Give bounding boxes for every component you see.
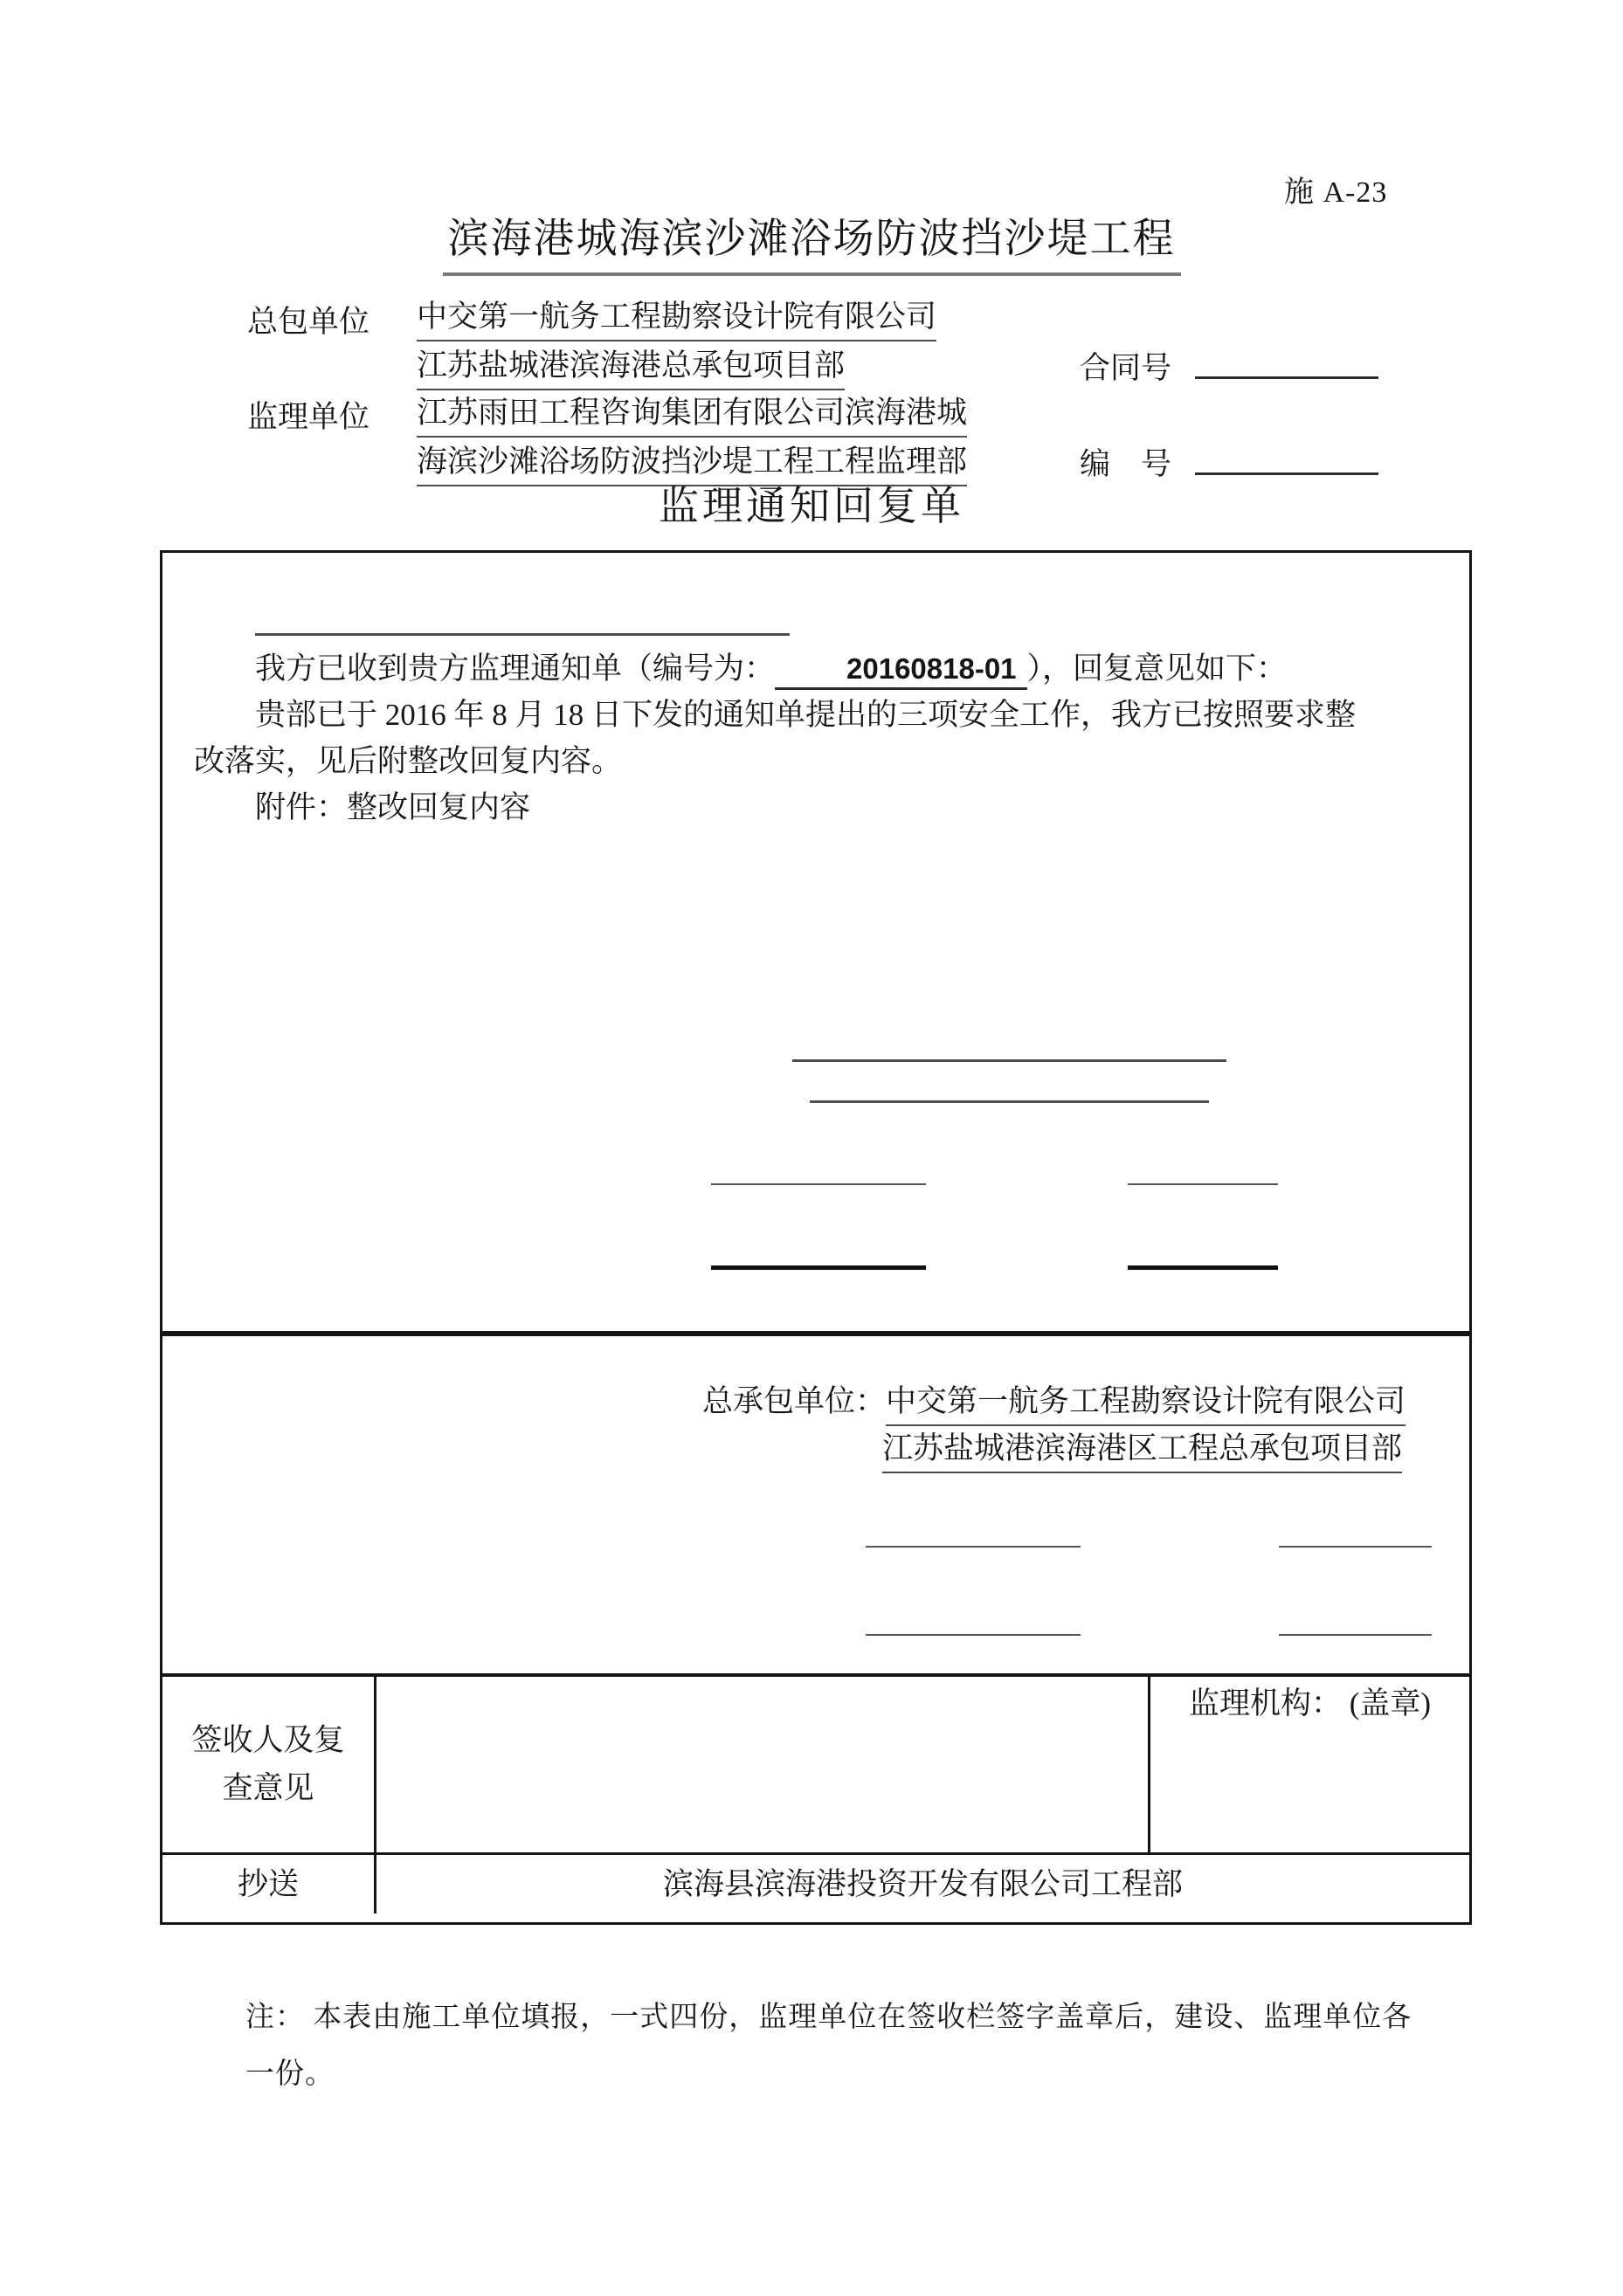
notice-number: 20160818-01 bbox=[775, 652, 1027, 690]
supervisor-label: 监理单位 bbox=[247, 400, 370, 434]
contractor-name-line1: 中交第一航务工程勘察设计院有限公司 bbox=[417, 297, 936, 341]
receiver-row bbox=[162, 1677, 1469, 1855]
contractor-sign-name-1: 中交第一航务工程勘察设计院有限公司 bbox=[886, 1382, 1405, 1426]
form-body-box bbox=[160, 550, 1472, 1925]
contractor-sign-label: 总承包单位： bbox=[702, 1384, 887, 1418]
supervisor-name-line2: 海滨沙滩浴场防波挡沙堤工程工程监理部 bbox=[417, 442, 967, 486]
contractor-sign-blank-left-2 bbox=[866, 1634, 1081, 1636]
reply-line-2: 贵部已于 2016 年 8 月 18 日下发的通知单提出的三项安全工作，我方已按照要求整 bbox=[255, 698, 1357, 732]
contractor-sign-blank-left-1 bbox=[866, 1546, 1081, 1548]
signature-line-left-thick bbox=[711, 1265, 926, 1270]
form-code: 施 A-23 bbox=[1284, 176, 1388, 209]
sign-off-table bbox=[162, 1677, 1469, 1913]
blank-line-top bbox=[255, 633, 790, 636]
project-title-row bbox=[0, 206, 1623, 276]
reply-line-3: 改落实，见后附整改回复内容。 bbox=[194, 744, 623, 778]
receiver-label-cell bbox=[162, 1677, 376, 1852]
signature-line-long-1 bbox=[792, 1059, 1226, 1062]
receiver-opinion-cell bbox=[376, 1677, 1148, 1852]
copy-label-cell: 抄送 bbox=[162, 1855, 376, 1913]
doc-title-row bbox=[0, 474, 1623, 532]
copy-row bbox=[162, 1855, 1469, 1913]
contractor-date-blank-right-1 bbox=[1279, 1546, 1432, 1548]
contract-no-label: 合同号 bbox=[1080, 351, 1172, 385]
reply-line-1 bbox=[194, 649, 1438, 690]
contract-no-blank-line bbox=[1195, 376, 1378, 379]
date-line-right-thick bbox=[1128, 1265, 1278, 1270]
reply-line1-prefix: 我方已收到贵方监理通知单（编号为： bbox=[255, 652, 776, 686]
receiver-label: 签收人及复查意见 bbox=[191, 1723, 345, 1805]
doc-title: 监理通知回复单 bbox=[659, 484, 964, 528]
contractor-sign-line-1 bbox=[702, 1382, 1405, 1426]
contractor-sign-name-2: 江苏盐城港滨海港区工程总承包项目部 bbox=[882, 1429, 1402, 1473]
contractor-sign-line-2 bbox=[882, 1429, 1402, 1473]
signature-line-left-thin bbox=[711, 1183, 926, 1185]
signature-line-long-2 bbox=[810, 1100, 1209, 1103]
footnote-line-1: 注： 本表由施工单位填报，一式四份，监理单位在签收栏签字盖章后，建设、监理单位各 bbox=[245, 2002, 1412, 2033]
contractor-name-line2: 江苏盐城港滨海港总承包项目部 bbox=[417, 346, 845, 390]
serial-no-label: 编 号 bbox=[1080, 447, 1172, 481]
reply-line1-suffix: ），回复意见如下： bbox=[1026, 652, 1288, 686]
reply-section bbox=[162, 553, 1469, 1336]
supervisor-org-cell: 监理机构： (盖章) bbox=[1148, 1677, 1469, 1852]
date-line-right-thin bbox=[1128, 1183, 1278, 1185]
attachment-line: 附件：整改回复内容 bbox=[255, 790, 531, 824]
copy-to-cell: 滨海县滨海港投资开发有限公司工程部 bbox=[662, 1866, 1183, 1901]
footnote-line-2: 一份。 bbox=[245, 2058, 335, 2090]
contractor-label: 总包单位 bbox=[247, 305, 370, 339]
supervisor-name-line1: 江苏雨田工程咨询集团有限公司滨海港城 bbox=[417, 393, 967, 438]
contractor-sign-section bbox=[162, 1336, 1469, 1677]
project-title: 滨海港城海滨沙滩浴场防波挡沙堤工程 bbox=[443, 206, 1181, 276]
contractor-date-blank-right-2 bbox=[1279, 1634, 1432, 1636]
